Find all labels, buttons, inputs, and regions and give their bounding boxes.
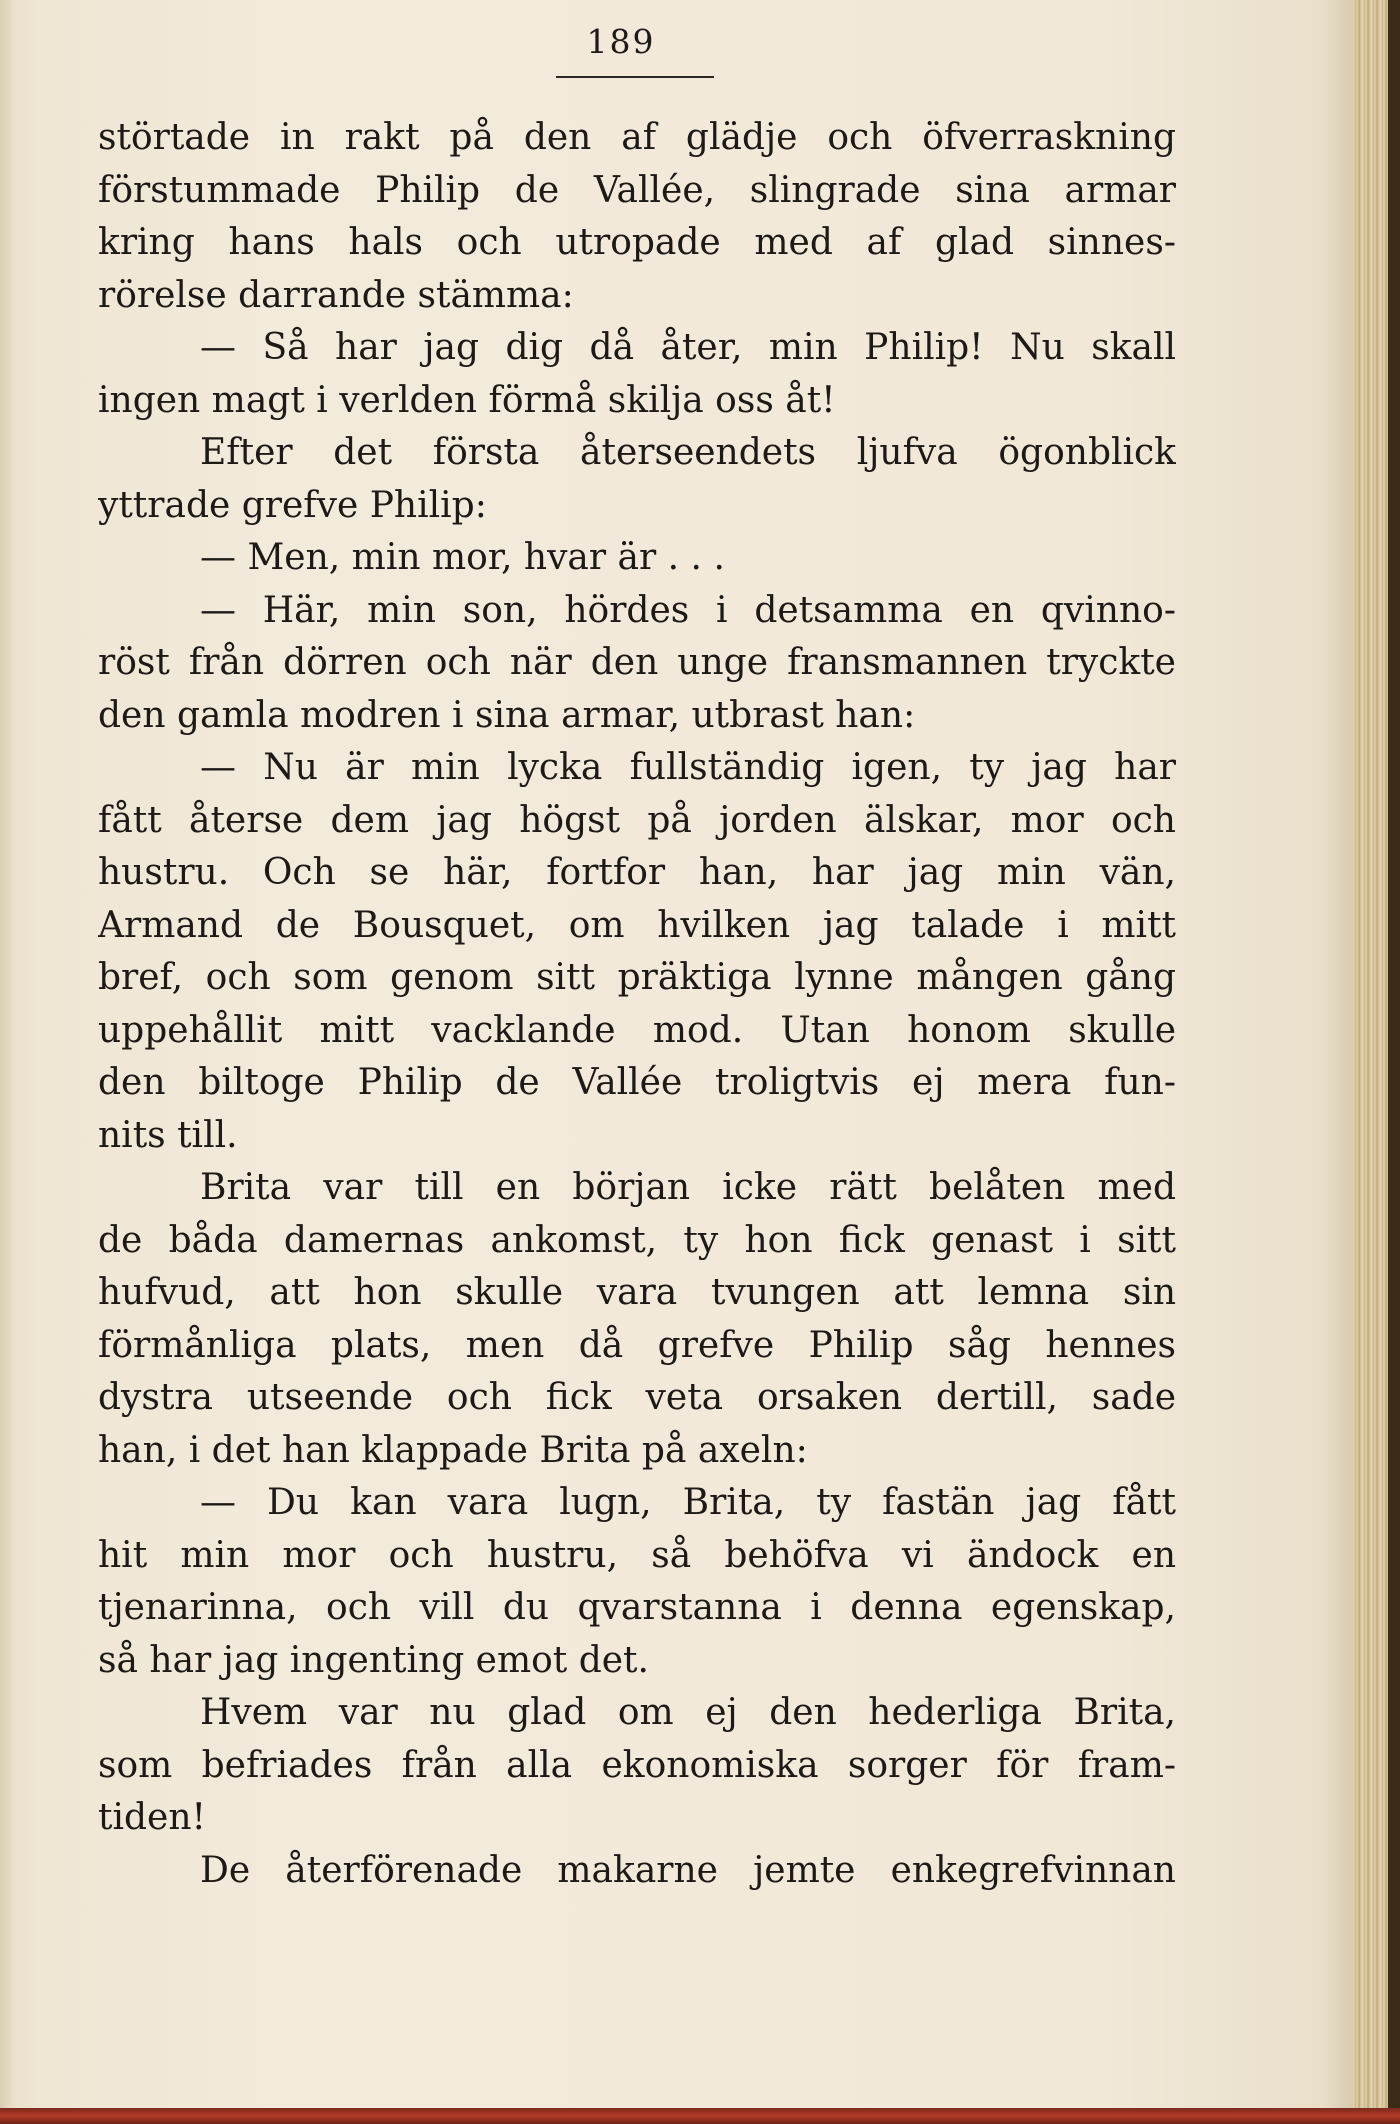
text-line: den gamla modren i sina armar, utbrast han: — [98, 694, 916, 736]
text-line: hufvud, att hon skulle vara tvungen att lemna sin — [98, 1272, 1176, 1313]
text-line: tiden! — [98, 1797, 206, 1838]
text-line: — Men, min mor, hvar är . . . — [200, 537, 725, 578]
text-line: rörelse darrande stämma: — [98, 274, 574, 316]
text-line: — Så har jag dig då åter, min Philip! Nu skall — [200, 327, 1176, 368]
text-line: — Du kan vara lugn, Brita, ty fastän jag fått — [200, 1482, 1176, 1523]
text-line: bref, och som genom sitt präktiga lynne mången gång — [98, 957, 1176, 998]
binding-strip — [0, 2108, 1400, 2124]
header-rule — [556, 76, 714, 78]
text-line: kring hans hals och utropade med af glad sinnes- — [98, 222, 1176, 263]
text-line: uppehållit mitt vacklande mod. Utan honom skulle — [98, 1009, 1176, 1051]
text-line: Efter det första återseendets ljufva ögonblick — [200, 432, 1176, 473]
text-line: De återförenade makarne jemte enkegrefvinnan — [200, 1849, 1176, 1891]
text-line: han, i det han klappade Brita på axeln: — [98, 1429, 808, 1471]
text-line: Hvem var nu glad om ej den hederliga Brita, — [200, 1692, 1176, 1733]
text-line: så har jag ingenting emot det. — [98, 1639, 649, 1681]
text-line: Brita var till en början icke rätt belåten med — [200, 1167, 1176, 1208]
text-line: Armand de Bousquet, om hvilken jag talade i mitt — [98, 904, 1176, 946]
text-line: dystra utseende och fick veta orsaken dertill, sade — [98, 1377, 1176, 1418]
text-line: ingen magt i verlden förmå skilja oss åt! — [98, 379, 836, 421]
text-line: som befriades från alla ekonomiska sorger för fram- — [98, 1744, 1176, 1786]
text-line: hit min mor och hustru, så behöfva vi ändock en — [98, 1534, 1176, 1576]
text-line: störtade in rakt på den af glädje och öfverraskning — [98, 117, 1176, 158]
book-cover-edge — [1388, 0, 1400, 2124]
text-line: förmånliga plats, men då grefve Philip såg hennes — [98, 1324, 1176, 1366]
text-line: hustru. Och se här, fortfor han, har jag min vän, — [98, 852, 1176, 893]
text-line: nits till. — [98, 1114, 238, 1156]
page-number: 189 — [586, 22, 656, 61]
text-line: den biltoge Philip de Vallée troligtvis ej mera fun- — [98, 1062, 1176, 1103]
text-line: förstummade Philip de Vallée, slingrade sina armar — [98, 169, 1176, 211]
body-text — [98, 112, 1176, 1897]
text-line: tjenarinna, och vill du qvarstanna i denna egenskap, — [98, 1587, 1176, 1628]
text-line: yttrade grefve Philip: — [98, 484, 487, 526]
text-line: röst från dörren och när den unge fransmannen tryckte — [98, 642, 1176, 683]
text-line: fått återse dem jag högst på jorden älskar, mor och — [98, 799, 1176, 841]
text-line: — Nu är min lycka fullständig igen, ty jag har — [200, 747, 1176, 788]
text-line: — Här, min son, hördes i detsamma en qvinno- — [200, 589, 1176, 631]
text-line: de båda damernas ankomst, ty hon fick genast i sitt — [98, 1219, 1176, 1261]
